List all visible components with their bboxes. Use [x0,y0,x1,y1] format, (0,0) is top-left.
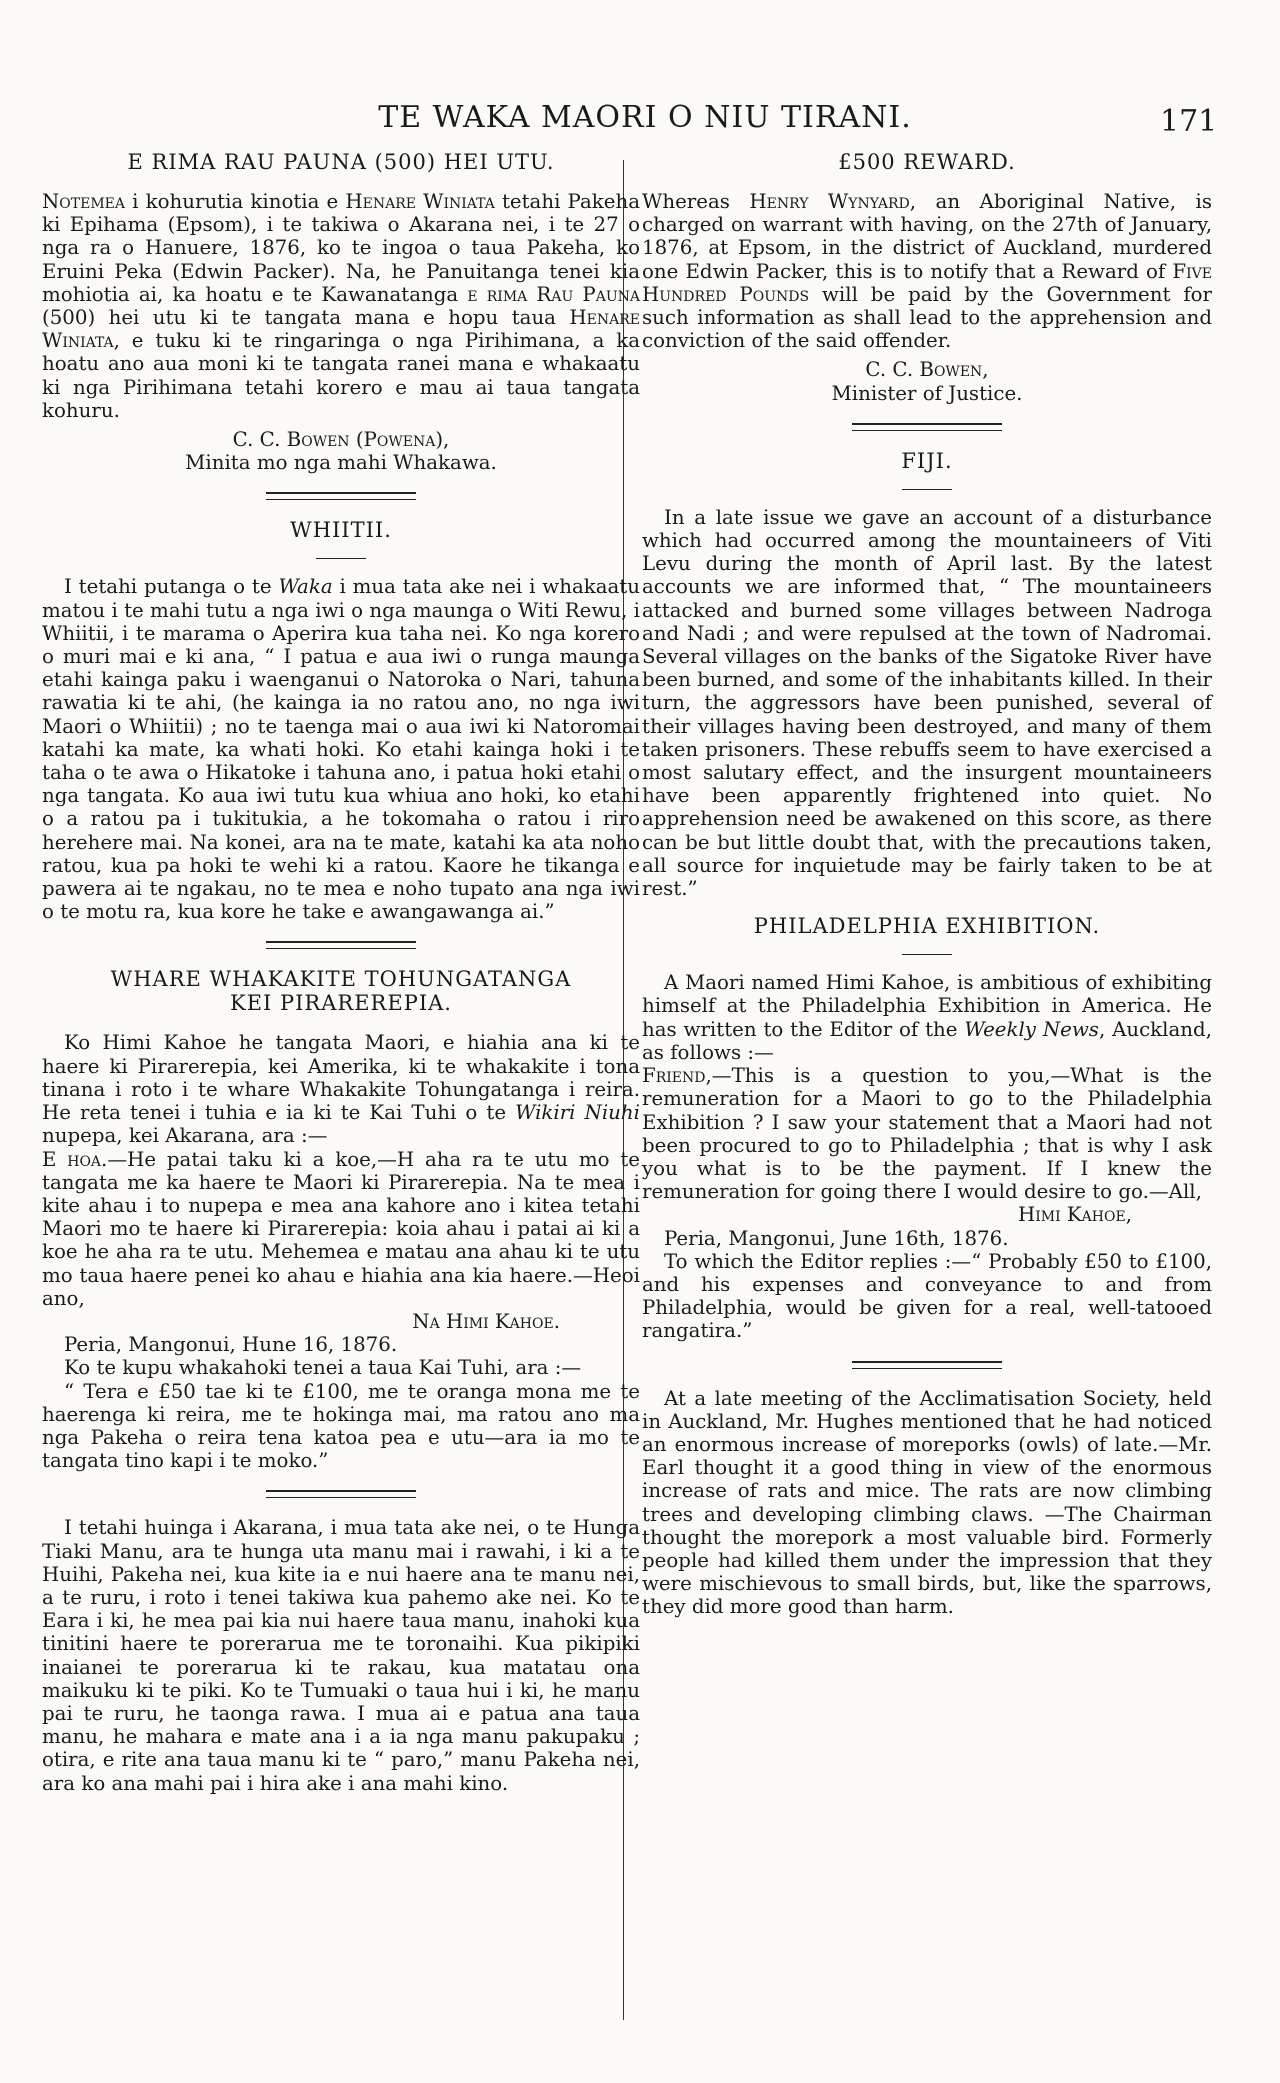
maori-reward-heading: E RIMA RAU PAUNA (500) HEI UTU. [127,150,555,174]
whiitii-heading: WHIITII. [290,518,392,543]
heading-line: KEI PIRAREREPIA. [230,991,452,1016]
philadelphia-intro [642,971,1212,1064]
notice-text: , e tuku ki te ringaringa o nga Pirihimana, a ka hoatu ano aua moni ki te tangata ranei mana e whakaatu ki nga Pirihimana tetahi korero e mau ai taua tangata kohuru. [42,329,640,422]
article-italic: Weekly News [964,1017,1099,1041]
section-rule [266,941,416,949]
acclimatisation-article: At a late meeting of the Acclimatisation Society, held in Auckland, Mr. Hughes mentioned that he had noticed an enormous increase of moreporks (owls) of late.—Mr. Earl thought it a good thing in view of the enormous increase of rats and mice. The rats are now climbing trees and developing climbing claws. —The Chairman thought the morepork a most valuable bird. Formerly people had killed them under the impression that they were mischievous to small birds, but, like the sparrows, they did more good than harm. [642,1386,1212,1619]
whare-heading [42,967,640,1015]
notice-text: tetahi Pakeha ki Epihama (Epsom), i te takiwa o Akarana nei, i te 27 o nga ra o Hanuere, 1876, ko te ingoa o taua Pakeha, ko Eruini Peka (Edwin Packer). Na, he Panuitanga tenei kia mohiotia ai, ka hoatu e te Kawanatanga [42,190,640,306]
philadelphia-heading: PHILADELPHIA EXHIBITION. [753,914,1101,939]
article-text: I tetahi putanga o te [64,575,279,599]
notice-text: Whereas [642,190,750,213]
philadelphia-letter [642,1064,1212,1203]
fiji-article: In a late issue we gave an account of a disturbance which had occurred among the mountaineers of Viti Levu during the month of April last. By the latest accounts we are informed that, “ The mountaineers attacked and burned some villages between Nadroga and Nadi ; and were repulsed at the town of Nadromai. Several villages on the banks of the Sigatoke River have been burned, and some of the inhabitants killed. In their turn, the aggressors have been punished, several of their villages having been destroyed, and many of them taken prisoners. These rebuffs seem to have exercised a most salutary effect, and the insurgent mountaineers have been apparently frightened into quiet. No apprehension need be awakened on this score, as there can be but little doubt that, with the precautions taken, all source for inquietude may be fairly taken to be at rest.” [642,505,1212,901]
notice-text: (500) hei utu ki te tangata mana e hopu taua [42,306,570,330]
section-rule [852,423,1002,431]
heading-rule [902,489,952,490]
notice-text: i kohurutia kinotia e [125,190,346,213]
signature-title: Minister of Justice. [831,381,1023,405]
article-text: Ko Himi Kahoe he tangata Maori, e hiahia ana ki te haere ki Pirarerepia, kei Amerika, ki te whakakite i tona tinana i roto i te whare Whakakite Tohungatanga i reira. He reta tenei i tuhia e ia ki te Kai Tuhi o te [42,1031,640,1125]
page-number: 171 [1160,104,1218,139]
whare-intro [42,1031,640,1147]
signature-name: C. C. Bowen, [865,358,989,382]
heading-line: WHARE WHAKAKITE TOHUNGATANGA [110,967,572,992]
letter-text: ,—This is a question to you,—What is the remuneration for a Maori to go to the Philadelphia Exhibition ? I saw your statement that a Maori had not been procured to go to Philadelphia ; that is why I ask you what is to be the payment. If I knew the remuneration for going there I would desire to go.—All, [642,1064,1212,1204]
english-reward-heading: £500 REWARD. [838,150,1016,174]
section-rule [266,1490,416,1498]
letter-place: Peria, Mangonui, June 16th, 1876. [664,1226,1009,1250]
signature [642,358,1212,404]
article-italic: Wikiri Niuhi [515,1101,640,1125]
letter-signature: Himi Kahoe, [1017,1203,1132,1227]
letter-signature: Na Himi Kahoe. [412,1309,560,1333]
section-rule [852,1361,1002,1369]
notice-name: Henare Winiata [345,190,495,213]
notice-name: Henry Wynyard [749,190,910,213]
signature-title: Minita mo nga mahi Whakawa. [185,451,497,475]
article-text: A Maori named Himi Kahoe, is ambitious of exhibiting himself at the Philadelphia Exhibition in America. He has written to the Editor of the [642,971,1212,1041]
article-text: nupepa, kei Akarana, ara :— [42,1124,328,1148]
right-column [642,150,1212,1619]
reply-text: To which the Editor replies :—“ Probably £50 to £100, and his expenses and conveyance to and from Philadelphia, would be given for a real, well-tatooed rangatira.” [642,1249,1212,1343]
manu-article: I tetahi huinga i Akarana, i mua tata ake nei, o te Hunga Tiaki Manu, ara te hunga uta manu mai i rawahi, i ki a te Huihi, Pakeha nei, kua kite ia e nui haere ana te manu nei, a te ruru, i roto i tenei takiwa kua pahemo ake nei. Ko te Eara i ki, he mea pai kia nui haere taua manu, inahoki kua tinitini haere te porerarua me te toronaihi. Kua pikipiki inaianei te porerarua ki te rakau, kua matatau ona maikuku ki te piki. Ko te Tumuaki o taua hui i ki, he manu pai te ruru, he taonga rawa. I mua ai e patua ana taua manu, he mahara e mate ana i a ia nga manu pakupaku ; otira, e rite ana taua manu ki te “ paro,” manu Pakeha nei, ara ko ana mahi pai i hira ake i ana mahi kino. [42,1516,640,1795]
article-text: i mua tata ake nei i whakaatu matou i te mahi tutu a nga iwi o nga maunga o Witi Rewu, i Whiitii, i te marama o Aperira kua taha nei. Ko nga korero o muri mai e ki ana, “ I patua e aua iwi o runga maunga etahi kainga paku i waenganui o Natoroka o Nari, tahuna rawatia ki te ahi, (he kainga ia no ratou ano, no nga iwi Maori o Whiitii) ; no te taenga mai o aua iwi ki Natoromai katahi ka mate, ka whati hoki. Ko etahi kainga hoki i te taha o te awa o Hikatoke i tahuna ano, i patua hoki etahi o nga tangata. Ko aua iwi tutu kua whiua ano hoki, ko etahi o a ratou pa i tukitukia, a he tokomaha o ratou i riro herehere mai. Na konei, ara na te mate, katahi ka ata noho ratou, kua pa hoki te wehi ki a ratou. Kaore he tikanga e pawera ai te ngakau, no te mea e noho tupato ana nga iwi o te motu ra, kua kore he take e awangawanga ai.” [42,575,640,924]
signature-name: C. C. Bowen (Powena), [232,428,450,452]
notice-amount: Five Hundred Pounds [642,259,1212,306]
page-title: TE WAKA MAORI O NIU TIRANI. [378,100,912,135]
english-reward-notice [642,190,1212,352]
whiitii-article [42,575,640,923]
notice-amount: e rima Rau Pauna [467,282,640,306]
notice-lead: Notemea [42,190,126,213]
whare-letter [42,1148,640,1310]
heading-rule [902,954,952,955]
left-column [42,150,640,1795]
notice-name: Henare Winiata [42,306,640,353]
letter-lead: E hoa. [42,1147,108,1171]
letter-text: —He patai taku ki a koe,—H aha ra te utu mo te tangata me ka haere te Maori ki Pirarerepia. Na te mea i kite ahau i to nupepa e mea ana kahore ano i kitea tetahi Maori mo te haere ki Pirarerepia: koia ahau i patai ai ki a koe he aha ra te utu. Mehemea e matau ana ahau ki te utu mo taua haere penei ko ahau e hiahia ana kia haere.—Heoi ano, [42,1147,640,1310]
reply-text: “ Tera e £50 tae ki te £100, me te oranga mona me te haerenga ki reira, me te hokinga mai, ma ratou ano ma nga Pakeha o reira tena katoa pea e utu—ara ia mo te tangata tino kapi i te moko.” [42,1379,640,1473]
section-rule [266,492,416,500]
spacer [642,900,1212,914]
reply-intro: Ko te kupu whakahoki tenei a taua Kai Tuhi, ara :— [64,1356,582,1380]
maori-reward-notice [42,190,640,422]
notice-text: , an Aboriginal Native, is charged on warrant with having, on the 27th of January, 1876, at Epsom, in the district of Auckland, murdered one Edwin Packer, this is to notify that a Reward of [642,190,1212,283]
article-text: , Auckland, as follows :— [642,1017,1212,1064]
fiji-heading: FIJI. [901,448,953,473]
signature [42,428,640,474]
letter-place: Peria, Mangonui, Hune 16, 1876. [64,1333,398,1357]
notice-text: will be paid by the Government for such information as shall lead to the apprehension and conviction of the said offender. [642,282,1213,353]
letter-lead: Friend [642,1064,706,1088]
article-italic: Waka [278,575,333,599]
heading-rule [316,558,366,559]
